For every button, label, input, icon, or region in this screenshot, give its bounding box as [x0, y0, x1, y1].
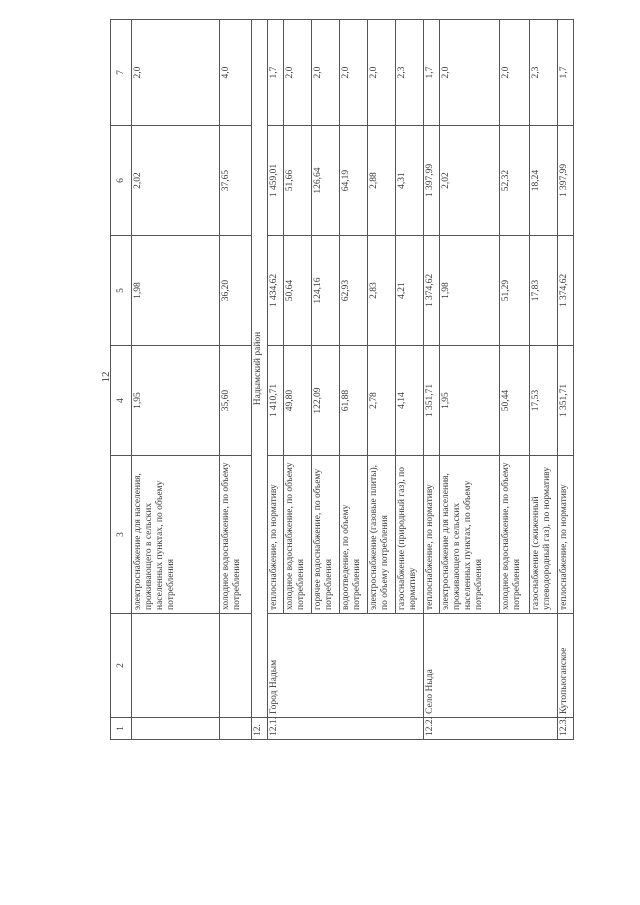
- value-cell-6: 1 397,99: [424, 126, 440, 236]
- header-col-2: 2: [111, 614, 132, 718]
- header-col-7: 7: [111, 20, 132, 126]
- value-cell-5: 1 374,62: [558, 236, 574, 346]
- value-cell-5: 1 434,62: [268, 236, 284, 346]
- value-cell-7: 1,7: [424, 20, 440, 126]
- locality-cell: [530, 614, 558, 718]
- value-cell-4: 49,80: [284, 346, 312, 456]
- value-cell-5: 1 374,62: [424, 236, 440, 346]
- service-cell: теплоснабжение, по нормативу: [268, 456, 284, 614]
- service-cell: водоотведение, по объему потребления: [340, 456, 368, 614]
- value-cell-4: 1 351,71: [424, 346, 440, 456]
- row-number-cell: [132, 718, 220, 740]
- row-number-cell: 12.2.: [424, 718, 440, 740]
- value-cell-7: 2,0: [500, 20, 530, 126]
- value-cell-5: 62,93: [340, 236, 368, 346]
- value-cell-4: 17,53: [530, 346, 558, 456]
- locality-cell: Кутопьюганское: [558, 614, 574, 718]
- header-col-1: 1: [111, 718, 132, 740]
- row-number-cell: [340, 718, 368, 740]
- rotated-table-container: [110, 20, 569, 740]
- value-cell-6: 52,32: [500, 126, 530, 236]
- table-row: [340, 20, 368, 740]
- header-col-3: 3: [111, 456, 132, 614]
- row-number-cell: 12.3.: [558, 718, 574, 740]
- value-cell-5: 17,83: [530, 236, 558, 346]
- service-cell: газоснабжение (природный газ), по нормативу: [396, 456, 424, 614]
- service-cell: электроснабжение для населения, проживающего в сельских населенных пунктах, по объему потребления: [440, 456, 500, 614]
- header-col-6: 6: [111, 126, 132, 236]
- value-cell-5: 36,20: [220, 236, 252, 346]
- locality-cell: [132, 614, 220, 718]
- value-cell-7: 2,0: [340, 20, 368, 126]
- row-number-cell: [530, 718, 558, 740]
- table-row: [530, 20, 558, 740]
- table-row: [424, 20, 440, 740]
- locality-cell: [220, 614, 252, 718]
- value-cell-5: 1,98: [132, 236, 220, 346]
- value-cell-7: 2,0: [132, 20, 220, 126]
- value-cell-4: 1 410,71: [268, 346, 284, 456]
- value-cell-5: 51,29: [500, 236, 530, 346]
- value-cell-4: 2,78: [368, 346, 396, 456]
- row-number-cell: [284, 718, 312, 740]
- row-number-cell: 12.: [252, 718, 268, 740]
- header-col-5: 5: [111, 236, 132, 346]
- row-number-cell: [220, 718, 252, 740]
- table-row: [284, 20, 312, 740]
- value-cell-6: 64,19: [340, 126, 368, 236]
- table-frame: [110, 20, 569, 740]
- region-row: [252, 20, 268, 740]
- locality-cell: [312, 614, 340, 718]
- service-cell: холодное водоснабжение, по объему потребления: [500, 456, 530, 614]
- value-cell-7: 1,7: [558, 20, 574, 126]
- value-cell-5: 50,64: [284, 236, 312, 346]
- service-cell: электроснабжение (газовые плиты), по объему потребления: [368, 456, 396, 614]
- value-cell-4: 50,44: [500, 346, 530, 456]
- header-row: [111, 20, 132, 740]
- locality-cell: [368, 614, 396, 718]
- value-cell-4: 1,95: [440, 346, 500, 456]
- table-row: [500, 20, 530, 740]
- locality-cell: [500, 614, 530, 718]
- value-cell-7: 2,0: [284, 20, 312, 126]
- service-cell: электроснабжение для населения, проживающего в сельских населенных пунктах, по объему потребления: [132, 456, 220, 614]
- service-cell: теплоснабжение, по нормативу: [424, 456, 440, 614]
- value-cell-6: 126,64: [312, 126, 340, 236]
- value-cell-7: 2,3: [396, 20, 424, 126]
- value-cell-6: 37,65: [220, 126, 252, 236]
- value-cell-4: 4,14: [396, 346, 424, 456]
- table-row: [368, 20, 396, 740]
- row-number-cell: [312, 718, 340, 740]
- value-cell-6: 2,02: [132, 126, 220, 236]
- region-title: Надымский район: [252, 20, 268, 718]
- header-col-4: 4: [111, 346, 132, 456]
- value-cell-6: 2,02: [440, 126, 500, 236]
- value-cell-6: 4,31: [396, 126, 424, 236]
- table-row: [558, 20, 574, 740]
- service-cell: теплоснабжение, по нормативу: [558, 456, 574, 614]
- value-cell-6: 2,88: [368, 126, 396, 236]
- value-cell-4: 35,60: [220, 346, 252, 456]
- locality-cell: [340, 614, 368, 718]
- value-cell-7: 4,0: [220, 20, 252, 126]
- value-cell-4: 1 351,71: [558, 346, 574, 456]
- value-cell-4: 122,09: [312, 346, 340, 456]
- value-cell-5: 2,83: [368, 236, 396, 346]
- value-cell-4: 1,95: [132, 346, 220, 456]
- value-cell-5: 4,21: [396, 236, 424, 346]
- service-cell: холодное водоснабжение, по объему потребления: [220, 456, 252, 614]
- row-number-cell: [368, 718, 396, 740]
- locality-cell: Село Ныда: [424, 614, 440, 718]
- row-number-cell: 12.1.: [268, 718, 284, 740]
- table-row: [440, 20, 500, 740]
- locality-cell: [396, 614, 424, 718]
- value-cell-4: 61,88: [340, 346, 368, 456]
- tariff-table: [110, 19, 574, 740]
- value-cell-5: 1,98: [440, 236, 500, 346]
- row-number-cell: [440, 718, 500, 740]
- service-cell: газоснабжение (сжиженный углеводородный газ), по нормативу: [530, 456, 558, 614]
- locality-cell: [284, 614, 312, 718]
- locality-cell: Город Надым: [268, 614, 284, 718]
- table-row: [268, 20, 284, 740]
- row-number-cell: [396, 718, 424, 740]
- value-cell-7: 2,0: [440, 20, 500, 126]
- table-row: [220, 20, 252, 740]
- row-number-cell: [500, 718, 530, 740]
- value-cell-6: 51,66: [284, 126, 312, 236]
- value-cell-5: 124,16: [312, 236, 340, 346]
- value-cell-6: 18,24: [530, 126, 558, 236]
- value-cell-6: 1 397,99: [558, 126, 574, 236]
- service-cell: горячее водоснабжение, по объему потребления: [312, 456, 340, 614]
- value-cell-7: 2,0: [312, 20, 340, 126]
- page-number: 12: [100, 371, 112, 383]
- value-cell-7: 1,7: [268, 20, 284, 126]
- value-cell-6: 1 459,01: [268, 126, 284, 236]
- table-row: [312, 20, 340, 740]
- value-cell-7: 2,0: [368, 20, 396, 126]
- locality-cell: [440, 614, 500, 718]
- value-cell-7: 2,3: [530, 20, 558, 126]
- table-row: [396, 20, 424, 740]
- service-cell: холодное водоснабжение, по объему потребления: [284, 456, 312, 614]
- table-row: [132, 20, 220, 740]
